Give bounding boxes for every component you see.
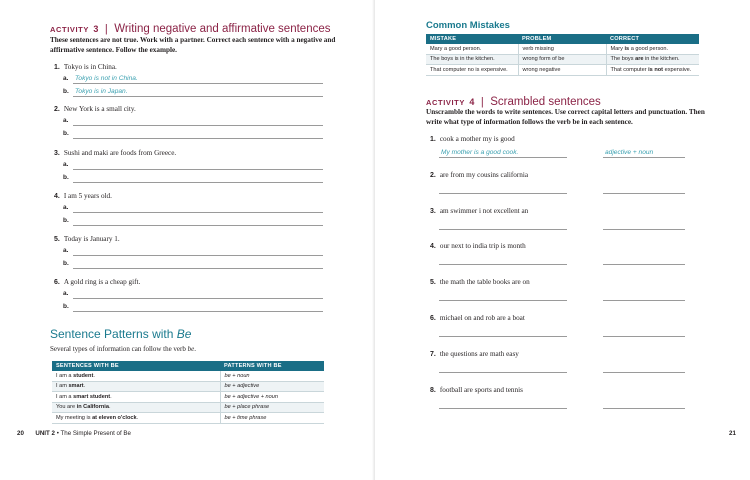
answer-line-b[interactable] [73, 182, 323, 183]
question-number: 4. [430, 243, 436, 251]
sentence-text: You are [56, 404, 77, 411]
sentence-answer-line[interactable] [439, 300, 567, 301]
question-item [430, 314, 525, 322]
subtitle-end: . [194, 345, 196, 353]
question-item [430, 135, 515, 143]
answer-text-b: Tokyo is in Japan. [75, 88, 128, 95]
answer-line-b[interactable] [73, 225, 323, 226]
activity-label: ACTIVITY [50, 25, 89, 34]
question-text: the questions are math easy [439, 349, 519, 358]
type-answer-line[interactable] [603, 229, 685, 230]
problem-cell: wrong form of be [518, 54, 606, 65]
header-sentences: SENTENCES WITH BE [52, 361, 220, 371]
right-footer [729, 430, 736, 437]
sentence-answer-line[interactable] [439, 408, 567, 409]
subtitle-text: Several types of information can follow the verb [50, 345, 186, 353]
question-number: 2. [54, 106, 60, 113]
question-item [430, 242, 526, 250]
page-number: 21 [729, 430, 736, 437]
type-answer-line[interactable] [603, 372, 685, 373]
question-number: 2. [430, 171, 436, 179]
answer-label-a: a. [63, 117, 69, 124]
question-text: A gold ring is a cheap gift. [63, 278, 141, 286]
patterns-title-em: Be [176, 327, 192, 341]
question-number: 3. [430, 207, 436, 215]
correct-text: Mary [610, 45, 625, 52]
left-footer [17, 430, 131, 437]
answer-label-b: b. [63, 303, 69, 310]
question-item [54, 278, 140, 286]
question-number: 6. [54, 279, 60, 286]
answer-label-a: a. [63, 75, 69, 82]
sentence-end: . [110, 393, 112, 400]
question-text: New York is a small city. [63, 105, 136, 113]
right-page [375, 0, 750, 480]
problem-cell: wrong negative [518, 65, 606, 76]
sentence-bold: smart student [73, 393, 111, 400]
type-answer-line[interactable] [603, 264, 685, 265]
correct-bold: is not [648, 66, 664, 73]
table-row [426, 65, 699, 76]
sentence-answer-line[interactable] [439, 372, 567, 373]
instructions-line-1: Unscramble the words to write sentences. Use correct capital letters and punctuation. Then [426, 108, 705, 116]
answer-label-b: b. [63, 217, 69, 224]
type-answer-line[interactable] [603, 336, 685, 337]
question-item [54, 63, 117, 71]
sentence-text: I am a [56, 393, 74, 400]
subtitle-em: be [187, 345, 195, 353]
header-mistake: MISTAKE [426, 34, 518, 44]
answer-label-b: b. [63, 260, 69, 267]
pattern-cell: be + place phrase [220, 402, 324, 413]
answer-label-b: b. [63, 130, 69, 137]
mistake-cell: Mary a good person. [426, 44, 518, 55]
correct-end: expensive. [663, 66, 692, 73]
type-answer-line[interactable] [603, 193, 685, 194]
answer-text-a: Tokyo is not in China. [75, 75, 138, 82]
answer-label-a: a. [63, 247, 69, 254]
question-text: football are sports and tennis [439, 385, 523, 394]
patterns-table [52, 361, 324, 424]
common-mistakes-table [426, 34, 699, 76]
sentence-answer-line[interactable] [439, 193, 567, 194]
sentence-answer-text: My mother is a good cook. [441, 149, 519, 156]
table-row [426, 54, 699, 65]
question-item [430, 350, 519, 358]
activity-number: 3 [93, 24, 99, 34]
page-number: 20 [17, 430, 24, 437]
sentence-answer-line[interactable] [439, 157, 567, 158]
table-row [52, 371, 324, 382]
sentence-end: . [108, 404, 111, 411]
sentence-end: . [83, 383, 86, 390]
answer-line-a[interactable] [73, 298, 323, 299]
pattern-cell: be + adjective + noun [220, 392, 324, 403]
question-number: 5. [430, 279, 436, 287]
sentence-bold: in California [76, 404, 109, 411]
answer-label-a: a. [63, 161, 69, 168]
question-text: am swimmer i not excellent an [439, 206, 529, 215]
answer-label-b: b. [63, 88, 69, 95]
answer-label-a: a. [63, 290, 69, 297]
table-row [52, 381, 324, 392]
activity-number: 4 [469, 97, 475, 107]
correct-cell [606, 54, 699, 65]
pattern-cell: be + time phrase [220, 413, 324, 424]
patterns-heading [50, 327, 191, 341]
sentence-text: I am a [56, 372, 74, 379]
patterns-title: Sentence Patterns with [50, 327, 174, 341]
activity-title: Scrambled sentences [490, 96, 601, 108]
question-item [54, 149, 176, 157]
type-answer-line[interactable] [603, 300, 685, 301]
pattern-cell: be + noun [220, 371, 324, 382]
answer-line-b[interactable] [73, 311, 323, 312]
sentence-cell [52, 413, 220, 424]
question-number: 4. [54, 193, 60, 200]
common-mistakes-title: Common Mistakes [426, 20, 510, 31]
unit-title: The Simple Present of Be [60, 430, 131, 437]
sentence-end: . [136, 414, 139, 421]
table-row [52, 402, 324, 413]
sentence-bold: student [73, 372, 94, 379]
question-text: Sushi and maki are foods from Greece. [63, 149, 177, 157]
sentence-cell [52, 402, 220, 413]
heading-separator: | [480, 96, 484, 108]
footer-bullet: • [56, 430, 59, 437]
answer-line-a[interactable] [73, 169, 323, 170]
correct-bold: is [624, 45, 630, 52]
table-row [426, 44, 699, 55]
mistake-cell: The boys is in the kitchen. [426, 54, 518, 65]
type-answer-line[interactable] [603, 157, 685, 158]
table-row [52, 392, 324, 403]
question-number: 6. [430, 315, 436, 322]
question-text: our next to india trip is month [439, 242, 526, 251]
correct-end: in the kitchen. [643, 56, 680, 63]
header-patterns: PATTERNS WITH BE [220, 361, 324, 371]
correct-text: The boys [610, 56, 636, 63]
activity-4-instructions [426, 108, 716, 127]
question-text: the math the table books are on [439, 278, 530, 287]
problem-cell: verb missing [518, 44, 606, 55]
answer-line-b[interactable] [73, 96, 323, 97]
header-correct: CORRECT [606, 34, 699, 44]
unit-label: UNIT 2 [35, 430, 55, 437]
correct-end: a good person. [629, 45, 669, 52]
question-text: cook a mother my is good [439, 135, 515, 143]
sentence-end: . [93, 372, 95, 379]
question-item [54, 105, 136, 113]
sentence-text: I am [56, 383, 69, 390]
type-answer-line[interactable] [603, 408, 685, 409]
correct-cell [606, 65, 699, 76]
question-text: Today is January 1. [63, 235, 120, 243]
question-text: michael on and rob are a boat [439, 314, 525, 322]
activity-3-instructions [50, 36, 340, 55]
correct-text: That computer [610, 66, 649, 73]
question-item [54, 235, 120, 243]
activity-label: ACTIVITY [426, 98, 465, 107]
patterns-table-header [52, 361, 324, 371]
question-number: 8. [430, 386, 436, 394]
pattern-cell: be + adjective [220, 381, 324, 392]
question-number: 1. [54, 64, 60, 71]
mistake-cell: That computer no is expensive. [426, 65, 518, 76]
question-item [430, 207, 528, 215]
question-text: I am 5 years old. [63, 192, 112, 200]
table-row [52, 413, 324, 424]
answer-line-a[interactable] [73, 255, 323, 256]
answer-line-a[interactable] [73, 83, 323, 84]
answer-label-b: b. [63, 174, 69, 181]
question-number: 3. [54, 150, 60, 157]
sentence-answer-line[interactable] [439, 229, 567, 230]
question-text: Tokyo is in China. [63, 63, 117, 71]
type-answer-text: adjective + noun [605, 149, 654, 156]
question-number: 7. [430, 350, 436, 358]
instructions-line-1: These sentences are not true. Work with a partner. Correct each sentence with a negative and [50, 36, 336, 44]
answer-line-b[interactable] [73, 268, 323, 269]
header-problem: PROBLEM [518, 34, 606, 44]
sentence-cell [52, 392, 220, 403]
instructions-line-2: write what type of information follows the verb be in each sentence. [426, 117, 633, 126]
activity-3-heading [50, 19, 330, 37]
heading-separator: | [104, 23, 108, 35]
question-item [54, 192, 112, 200]
sentence-text: My meeting is [56, 414, 93, 421]
sentence-cell [52, 381, 220, 392]
question-number: 1. [430, 136, 436, 143]
correct-cell [606, 44, 699, 55]
mistakes-table-header [426, 34, 699, 44]
question-number: 5. [54, 236, 60, 243]
activity-title: Writing negative and affirmative sentences [114, 23, 331, 35]
question-text: are from my cousins california [439, 170, 529, 179]
correct-bold: are [635, 56, 644, 63]
sentence-answer-line[interactable] [439, 336, 567, 337]
question-item [430, 386, 523, 394]
question-item [430, 171, 528, 179]
sentence-bold: at eleven o'clock [92, 414, 137, 421]
answer-line-b[interactable] [73, 138, 323, 139]
answer-line-a[interactable] [73, 125, 323, 126]
sentence-bold: smart [68, 383, 84, 390]
answer-label-a: a. [63, 204, 69, 211]
sentence-answer-line[interactable] [439, 264, 567, 265]
patterns-subtitle [50, 345, 196, 353]
question-item [430, 278, 530, 286]
instructions-line-2: affirmative sentence. Follow the example. [50, 45, 177, 54]
answer-line-a[interactable] [73, 212, 323, 213]
sentence-cell [52, 371, 220, 382]
